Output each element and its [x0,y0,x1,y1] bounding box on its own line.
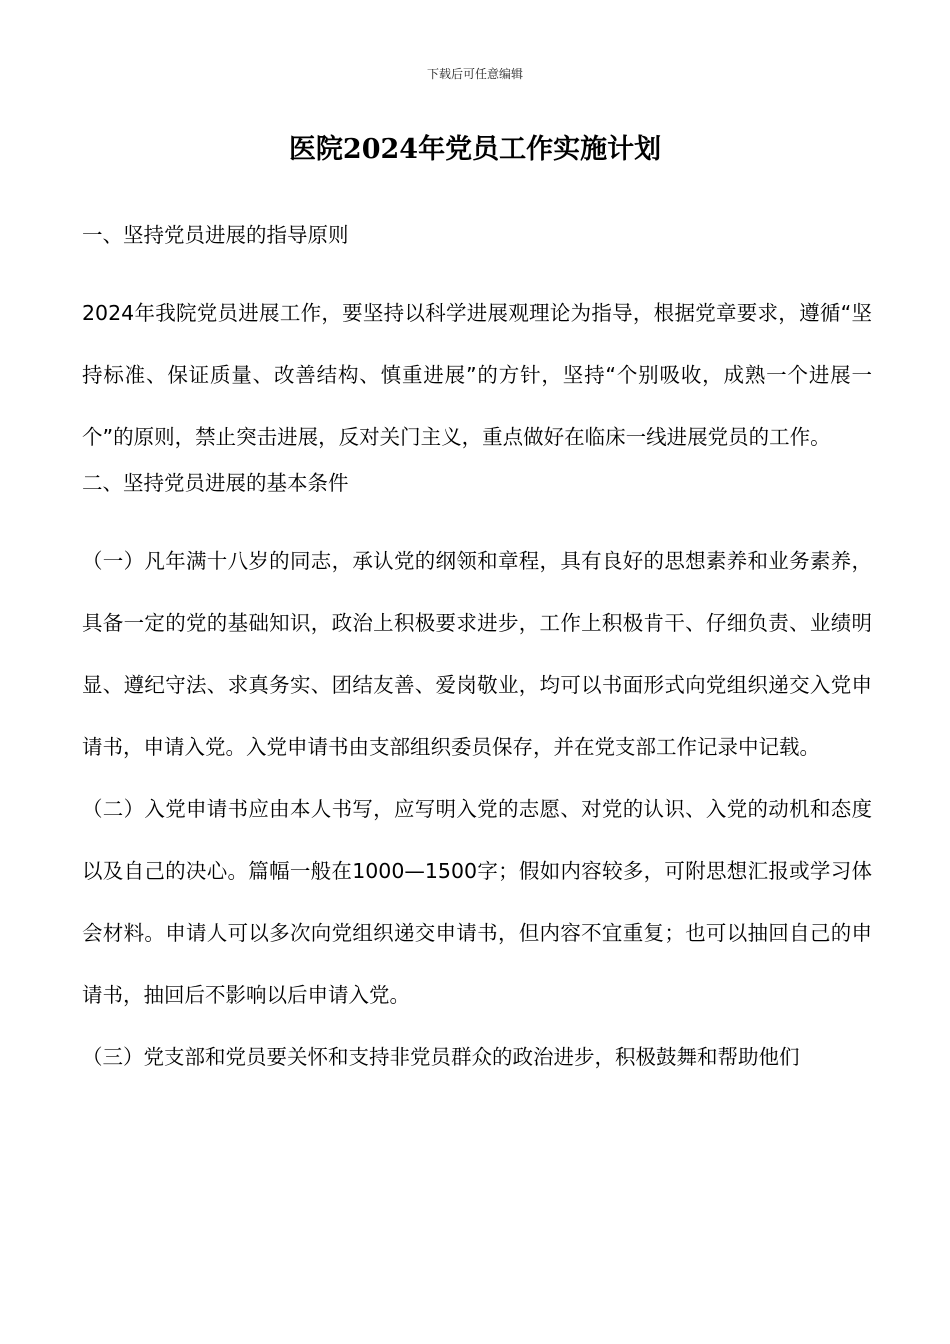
document-title: 医院2024年党员工作实施计划 [288,134,662,165]
paragraph: 2024年我院党员进展工作，要坚持以科学进展观理论为指导，根据党章要求，遵循“坚持标准、保证质量、改善结构、慎重进展”的方针，坚持“个别吸收，成熟一个进展一个”的原则，禁止突击进展，反对关门主义，重点做好在临床一线进展党员的工作。 [82,301,872,449]
paragraph: （一）凡年满十八岁的同志，承认党的纲领和章程，具有良好的思想素养和业务素养，具备一定的党的基础知识，政治上积极要求进步，工作上积极肯干、仔细负责、业绩明显、遵纪守法、求真务实、团结友善、爱岗敬业，均可以书面形式向党组织递交入党申请书，申请入党。入党申请书由支部组织委员保存，并在党支部工作记录中记载。 [82,549,872,759]
header-note: 下载后可任意编辑 [426,67,523,81]
paragraph: （三）党支部和党员要关怀和支持非党员群众的政治进步，积极鼓舞和帮助他们 [82,1045,800,1069]
section-heading-1: 一、坚持党员进展的指导原则 [82,223,349,247]
section-heading-2: 二、坚持党员进展的基本条件 [82,471,349,495]
document-body [82,220,872,1088]
paragraph: （二）入党申请书应由本人书写，应写明入党的志愿、对党的认识、入党的动机和态度以及自己的决心。篇幅一般在1000—1500字；假如内容较多，可附思想汇报或学习体会材料。申请人可以多次向党组织递交申请书，但内容不宜重复；也可以抽回自己的申请书，抽回后不影响以后申请入党。 [82,797,872,1007]
